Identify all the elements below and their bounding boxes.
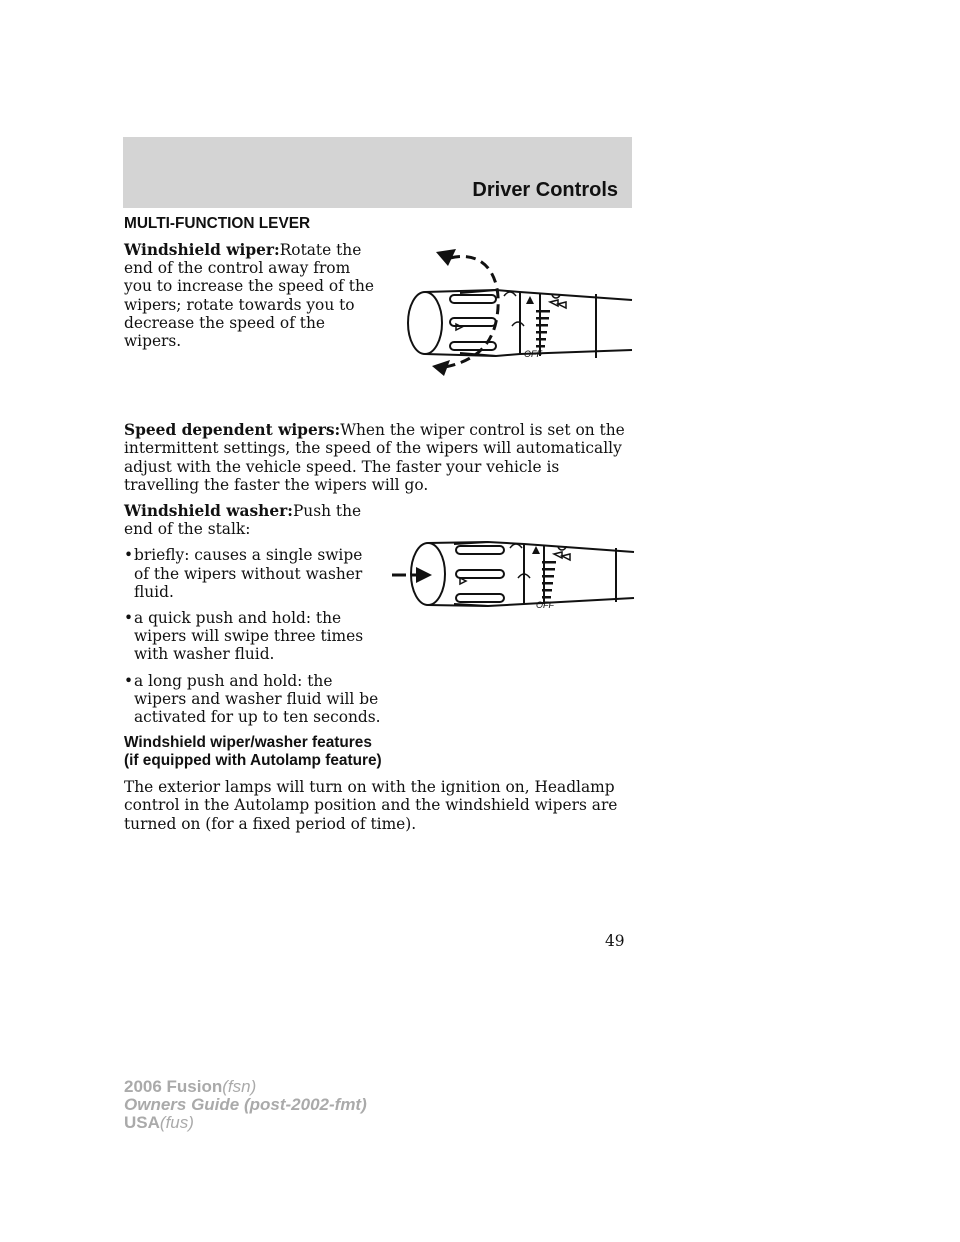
arrow-icon xyxy=(558,302,566,308)
wiper-icon xyxy=(512,322,524,326)
list-item: • a quick push and hold: the wipers will swipe three times with washer fluid. xyxy=(124,609,364,664)
wiper-icon xyxy=(504,292,516,296)
speed-text: When the wiper control is set on the intermittent settings, the speed of the wipers will automatically adjust with the vehicle speed. The faster your vehicle is travelling the faster the wipers will go. xyxy=(124,421,625,494)
speed-paragraph xyxy=(124,421,634,494)
section-title: MULTI-FUNCTION LEVER xyxy=(124,215,311,232)
header-band xyxy=(123,137,632,208)
wiper-text: Rotate the end of the control away from you to increase the speed of the wipers; rotate towards you to decrease the speed of the wipers. xyxy=(124,241,374,351)
rotate-arrow-icon xyxy=(440,256,498,368)
speed-lead: Speed dependent wipers: xyxy=(124,421,341,440)
arrow-icon xyxy=(554,552,562,558)
features-paragraph: The exterior lamps will turn on with the ignition on, Headlamp control in the Autolamp position and the windshield wipers are turned on (for a fixed period of time). xyxy=(124,778,618,833)
off-label: OFF xyxy=(536,600,554,610)
page-title: Driver Controls xyxy=(472,179,618,201)
footer-line-3: USA(fus) xyxy=(124,1113,194,1132)
footer-line-1: 2006 Fusion(fsn) xyxy=(124,1077,257,1096)
wiper-lead: Windshield wiper: xyxy=(124,241,280,259)
washer-text: Push the end of the stalk: xyxy=(124,502,362,539)
features-heading: Windshield wiper/washer features (if equipped with Autolamp feature) xyxy=(124,734,382,770)
wiper-paragraph xyxy=(124,241,374,350)
washer-lead: Windshield washer: xyxy=(124,502,293,521)
washer-paragraph xyxy=(124,502,382,538)
arrow-icon xyxy=(550,300,558,306)
arrow-icon xyxy=(562,554,570,560)
list-item: • briefly: causes a single swipe of the wipers without washer fluid. xyxy=(124,546,363,601)
washer-push-illustration xyxy=(388,528,636,618)
off-label: OFF xyxy=(524,349,542,359)
footer-line-2: Owners Guide (post-2002-fmt) xyxy=(124,1095,367,1114)
washer-bullet-list xyxy=(124,546,382,726)
wiper-rotate-illustration xyxy=(400,238,635,378)
page-number: 49 xyxy=(605,932,625,950)
footer xyxy=(124,1078,367,1132)
list-item: • a long push and hold: the wipers and washer fluid will be activated for up to ten seconds. xyxy=(124,671,381,727)
